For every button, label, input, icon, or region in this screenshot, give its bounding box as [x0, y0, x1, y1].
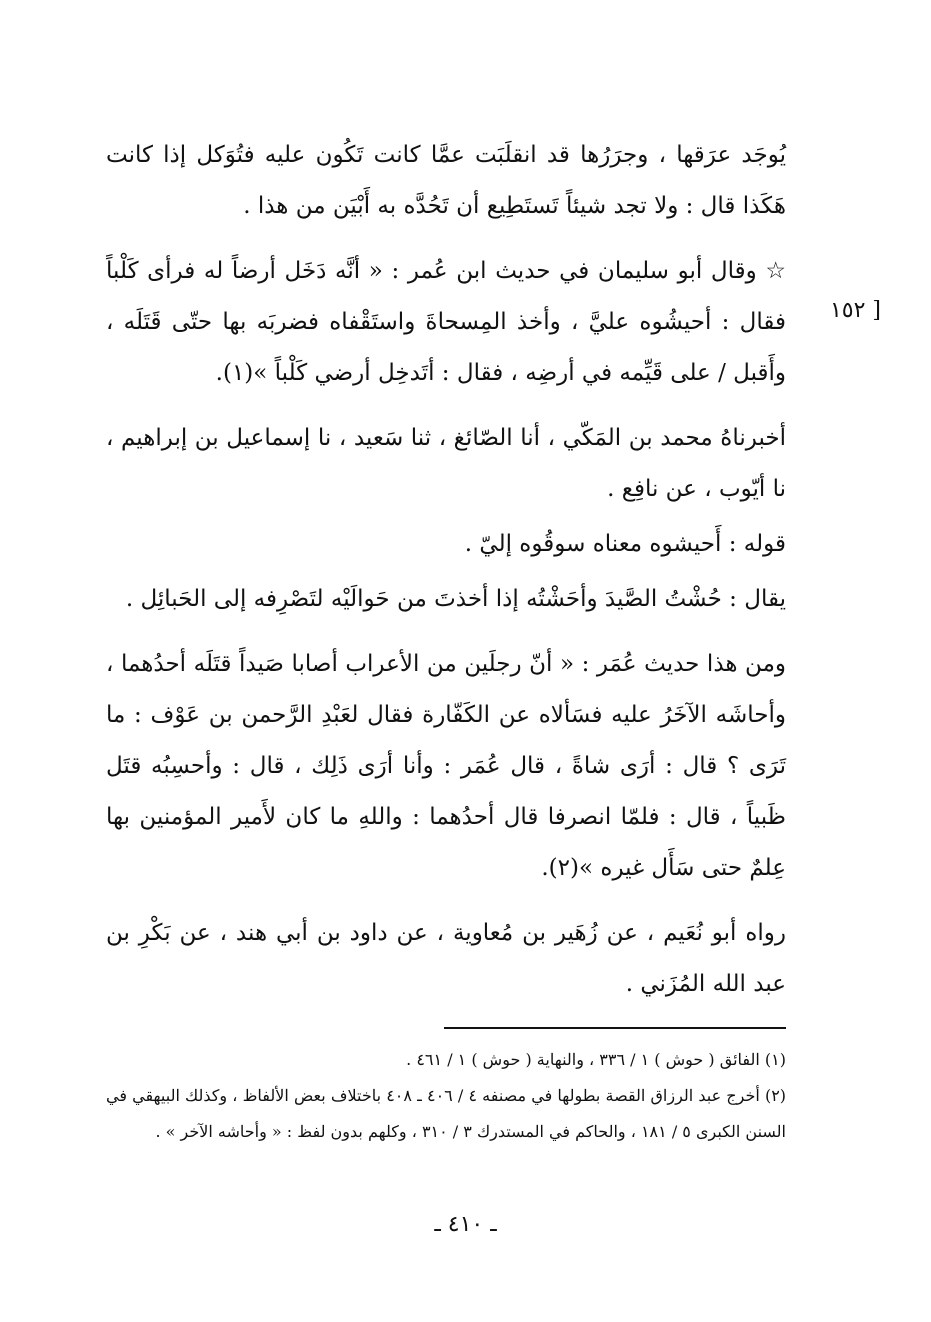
footnote-divider — [444, 1027, 786, 1029]
paragraph-2: ☆ وقال أبو سليمان في حديث ابن عُمر : « أنَّه دَخَل أرضاً له فرأى كَلْباً فقال : أحيشُوه عليَّ ، وأخذ المِسحاةَ واستَقْفاه فضربَه بها حتّى قَتَلَه ، وأَقبل / على قَيِّمه في أرضِه ، فقال : أتَدخِل أرضي كَلْباً »(١). — [106, 258, 786, 386]
paragraph-1: يُوجَد عرَقها ، وجرَرُها قد انقلَبَت عمَّا كانت تَكُون عليه فتُوَكل إذا كانت هَكَذا قال : ولا تجد شيئاً تَستَطِيع أن تَحُدَّه به أَبْيَن من هذا . — [106, 142, 786, 219]
paragraph-6: ومن هذا حديث عُمَر : « أنّ رجلَين من الأعراب أصابا صَيداً قتَلَه أحدُهما ، وأحاشَه الآخَرُ عليه فسَألاه عن الكَفّارة فقال لعَبْدِ الرَّحمن بن عَوْف : ما تَرَى ؟ قال : أرَى شاةً ، قال عُمَر : وأنا أرَى ذَلِك ، قال : وأحسِبُه قتَل ظَبياً ، قال : فلمّا انصرفا قال أحدُهما : واللهِ ما كان لأَمير المؤمنين بها عِلمٌ حتى سَأَل غيره »(٢). — [106, 651, 786, 881]
paragraph-3: أخبرناهُ محمد بن المَكّي ، أنا الصّائغ ، ثنا سَعيد ، نا إسماعيل بن إبراهيم ، نا أيّوب ، عن نافِع . — [106, 425, 786, 502]
paragraph-7: رواه أبو نُعَيم ، عن زُهَير بن مُعاوية ، عن داود بن أبي هند ، عن بَكْرِ بن عبد الله المُزَني . — [106, 920, 786, 997]
page-number: ـ ٤١٠ ـ — [434, 1212, 497, 1237]
paragraph-5: يقال : حُشْتُ الصَّيدَ وأحَشْتُه إذا أخذتَ من حَوالَيْه لتَصْرِفه إلى الحَبائِل . — [125, 586, 786, 612]
footnote-2: (٢) أخرج عبد الرزاق القصة بطولها في مصنفه ٤ / ٤٠٦ ـ ٤٠٨ باختلاف بعض الألفاظ ، وكذلك البيهقي في السنن الكبرى ٥ / ١٨١ ، والحاكم في المستدرك ٣ / ٣١٠ ، وكلهم بدون لفظ : « وأحاشه الآخر » . — [106, 1086, 787, 1141]
manuscript-folio-marker: [ ١٥٢ — [829, 298, 881, 323]
footnote-1: (١) الفائق ( حوش ) ١ / ٣٣٦ ، والنهاية ( حوش ) ١ / ٤٦١ . — [406, 1050, 786, 1069]
main-text — [106, 130, 786, 1010]
footnotes — [106, 1042, 786, 1150]
paragraph-4: قوله : أَحيشوه معناه سوقُوه إليّ . — [464, 531, 786, 557]
